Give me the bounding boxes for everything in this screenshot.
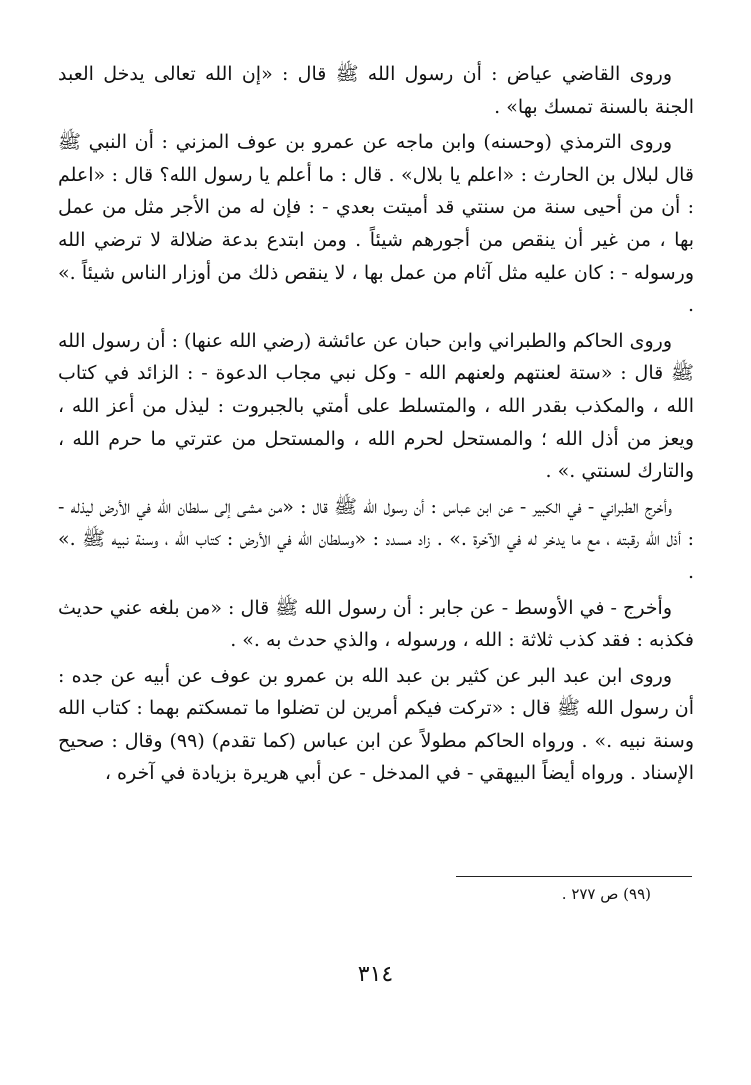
paragraph-qadi-iyad: وروى القاضي عياض : أن رسول الله ﷺ قال : «إن الله تعالى يدخل العبد الجنة بالسنة تمسك بها» . <box>58 63 694 118</box>
paragraph-tabarani-kabir: وأخرج الطبراني - في الكبير - عن ابن عباس : أن رسول الله ﷺ قال : «من مشى إلى سلطان الله في الأرض ليذله - : أذل الله رقبته ، مع ما يدخر له في الآخرة .» . زاد مسدد : «وسلطان الله في الأرض : كتاب الله ، وسنة نبيه ﷺ .» . <box>58 495 694 583</box>
page-body <box>58 58 694 790</box>
paragraph-hakim-aisha: وروى الحاكم والطبراني وابن حبان عن عائشة (رضي الله عنها) : أن رسول الله ﷺ قال : «ستة لعنتهم ولعنهم الله - وكل نبي مجاب الدعوة - : الزائد في كتاب الله ، والمكذب بقدر الله ، والمتسلط على أمتي بالجبروت : ليذل من أعز الله ، ويعز من أذل الله ؛ والمستحل لحرم الله ، والمستحل من عترتي ما حرم الله ، والتارك لسنتي .» . <box>58 329 694 483</box>
paragraph-tabarani-awsat: وأخرج - في الأوسط - عن جابر : أن رسول الله ﷺ قال : «من بلغه عني حديث فكذبه : فقد كذب ثلاثة : الله ، ورسوله ، والذي حدث به .» . <box>58 596 694 652</box>
paragraph-tirmidhi: وروى الترمذي (وحسنه) وابن ماجه عن عمرو بن عوف المزني : أن النبي ﷺ قال لبلال بن الحارث : «اعلم يا بلال» . قال : ما أعلم يا رسول الله؟ قال : «اعلم : أن من أحيى سنة من سنتي قد أميتت بعدي - : فإن له من الأجر مثل من عمل بها ، من غير أن ينقص من أجورهم شيئاً . ومن ابتدع بدعة ضلالة لا ترضي الله ورسوله - : كان عليه مثل آثام من عمل بها ، لا ينقص ذلك من أوزار الناس شيئاً .» . <box>58 131 694 317</box>
footnote-separator <box>456 876 692 877</box>
page-number: ٣١٤ <box>357 962 394 987</box>
paragraph-ibn-abd-al-barr: وروى ابن عبد البر عن كثير بن عبد الله بن عمرو بن عوف عن أبيه عن جده : أن رسول الله ﷺ قال : «تركت فيكم أمرين لن تضلوا ما تمسكتم بهما : كتاب الله وسنة نبيه .» . ورواه الحاكم مطولاً عن ابن عباس (كما تقدم) (٩٩) وقال : صحيح الإسناد . ورواه أيضاً البيهقي - في المدخل - عن أبي هريرة بزيادة في آخره ، <box>58 664 694 785</box>
footnote: (٩٩) ص ٢٧٧ . <box>561 885 651 903</box>
